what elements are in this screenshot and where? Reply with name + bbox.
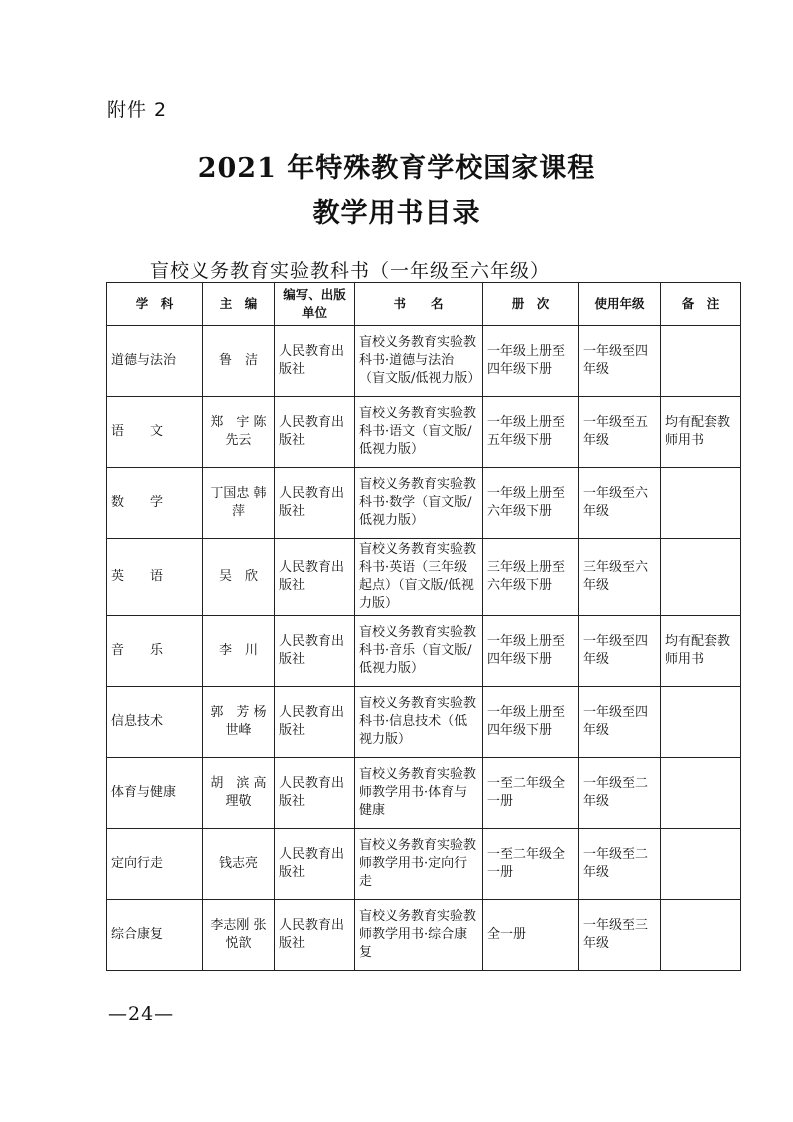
cell-editor: 胡 滨 高理敬 <box>203 758 275 829</box>
cell-volumes: 一年级上册至四年级下册 <box>483 326 579 397</box>
cell-notes: 均有配套教师用书 <box>661 616 741 687</box>
cell-book-title: 盲校义务教育实验教师教学用书·定向行走 <box>355 829 483 900</box>
table-row <box>107 900 741 971</box>
cell-subject: 综合康复 <box>107 900 203 971</box>
cell-volumes: 全一册 <box>483 900 579 971</box>
cell-book-title: 盲校义务教育实验教科书·英语（三年级起点）（盲文版/低视力版） <box>355 539 483 616</box>
header-grades: 使用年级 <box>579 283 661 326</box>
cell-subject: 体育与健康 <box>107 758 203 829</box>
table-row <box>107 326 741 397</box>
table-row <box>107 687 741 758</box>
cell-editor: 郭 芳 杨世峰 <box>203 687 275 758</box>
header-volumes: 册 次 <box>483 283 579 326</box>
cell-editor: 吴 欣 <box>203 539 275 616</box>
cell-publisher: 人民教育出版社 <box>275 687 355 758</box>
cell-grades: 一年级至二年级 <box>579 758 661 829</box>
cell-book-title: 盲校义务教育实验教师教学用书·综合康复 <box>355 900 483 971</box>
cell-grades: 一年级至四年级 <box>579 326 661 397</box>
cell-grades: 一年级至五年级 <box>579 397 661 468</box>
cell-volumes: 一至二年级全一册 <box>483 758 579 829</box>
textbook-catalog-table <box>106 282 741 971</box>
cell-volumes: 一至二年级全一册 <box>483 829 579 900</box>
cell-subject: 道德与法治 <box>107 326 203 397</box>
cell-grades: 三年级至六年级 <box>579 539 661 616</box>
header-book-title: 书 名 <box>355 283 483 326</box>
attachment-label: 附件 2 <box>107 99 168 121</box>
cell-publisher: 人民教育出版社 <box>275 468 355 539</box>
cell-volumes: 一年级上册至四年级下册 <box>483 687 579 758</box>
cell-publisher: 人民教育出版社 <box>275 900 355 971</box>
cell-book-title: 盲校义务教育实验教科书·语文（盲文版/低视力版） <box>355 397 483 468</box>
cell-notes <box>661 326 741 397</box>
cell-notes <box>661 758 741 829</box>
cell-editor: 郑 宇 陈先云 <box>203 397 275 468</box>
cell-volumes: 一年级上册至六年级下册 <box>483 468 579 539</box>
cell-subject: 信息技术 <box>107 687 203 758</box>
cell-grades: 一年级至六年级 <box>579 468 661 539</box>
cell-editor: 李志刚 张悦歆 <box>203 900 275 971</box>
cell-publisher: 人民教育出版社 <box>275 829 355 900</box>
cell-notes <box>661 829 741 900</box>
cell-book-title: 盲校义务教育实验教科书·音乐（盲文版/低视力版） <box>355 616 483 687</box>
cell-book-title: 盲校义务教育实验教师教学用书·体育与健康 <box>355 758 483 829</box>
cell-editor: 钱志亮 <box>203 829 275 900</box>
cell-publisher: 人民教育出版社 <box>275 397 355 468</box>
cell-volumes: 一年级上册至五年级下册 <box>483 397 579 468</box>
cell-grades: 一年级至二年级 <box>579 829 661 900</box>
cell-subject: 音 乐 <box>107 616 203 687</box>
cell-book-title: 盲校义务教育实验教科书·道德与法治（盲文版/低视力版） <box>355 326 483 397</box>
table-row <box>107 616 741 687</box>
header-publisher: 编写、出版单位 <box>275 283 355 326</box>
cell-book-title: 盲校义务教育实验教科书·信息技术（低视力版） <box>355 687 483 758</box>
table-row <box>107 397 741 468</box>
cell-editor: 鲁 洁 <box>203 326 275 397</box>
cell-publisher: 人民教育出版社 <box>275 539 355 616</box>
cell-editor: 李 川 <box>203 616 275 687</box>
cell-publisher: 人民教育出版社 <box>275 326 355 397</box>
table-header-row <box>107 283 741 326</box>
cell-notes <box>661 900 741 971</box>
table-row <box>107 829 741 900</box>
cell-subject: 语 文 <box>107 397 203 468</box>
cell-book-title: 盲校义务教育实验教科书·数学（盲文版/低视力版） <box>355 468 483 539</box>
header-editor: 主 编 <box>203 283 275 326</box>
table-caption: 盲校义务教育实验教科书（一年级至六年级） <box>150 260 551 282</box>
header-notes: 备 注 <box>661 283 741 326</box>
cell-subject: 定向行走 <box>107 829 203 900</box>
cell-notes <box>661 687 741 758</box>
cell-grades: 一年级至四年级 <box>579 687 661 758</box>
document-title-line-2: 教学用书目录 <box>312 198 481 229</box>
document-title-line-1: 2021 年特殊教育学校国家课程 <box>197 153 596 184</box>
cell-volumes: 一年级上册至四年级下册 <box>483 616 579 687</box>
table-row <box>107 539 741 616</box>
cell-volumes: 三年级上册至六年级下册 <box>483 539 579 616</box>
cell-grades: 一年级至三年级 <box>579 900 661 971</box>
cell-publisher: 人民教育出版社 <box>275 616 355 687</box>
cell-editor: 丁国忠 韩 萍 <box>203 468 275 539</box>
cell-notes <box>661 468 741 539</box>
cell-subject: 数 学 <box>107 468 203 539</box>
cell-notes: 均有配套教师用书 <box>661 397 741 468</box>
table-row <box>107 758 741 829</box>
table-row <box>107 468 741 539</box>
cell-grades: 一年级至四年级 <box>579 616 661 687</box>
header-subject: 学 科 <box>107 283 203 326</box>
cell-notes <box>661 539 741 616</box>
page-number: —24— <box>108 1003 175 1025</box>
cell-subject: 英 语 <box>107 539 203 616</box>
cell-publisher: 人民教育出版社 <box>275 758 355 829</box>
